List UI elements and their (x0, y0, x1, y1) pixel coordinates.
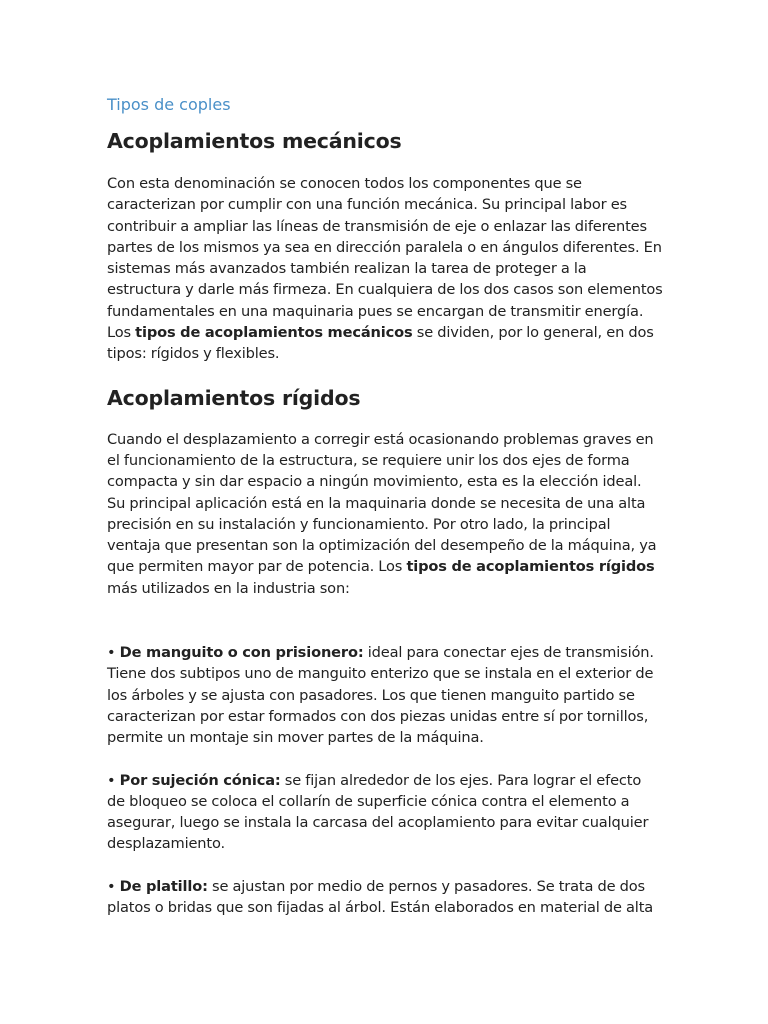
paragraph-text: se dividen, por lo general, en dos tipos: rígidos y flexibles. (107, 324, 654, 363)
heading-mechanical-couplings: Acoplamientos mecánicos (107, 129, 402, 153)
document-page (107, 94, 663, 918)
heading-rigid-couplings: Acoplamientos rígidos (107, 385, 361, 410)
paragraph-rigid-couplings (107, 429, 663, 599)
paragraph-text: Con esta denominación se conocen todos los componentes que se caracterizan por cumplir con una función mecánica. Su principal labor es contribuir a ampliar las líneas de transmisión de eje o enlazar las diferentes partes de los mismos ya sea en dirección paralela o en ángulos diferentes. En sistemas más avanzados también realizan la tarea de proteger a la estructura y darle más firmeza. En cualquiera de los dos casos son elementos fundamentales en una maquinaria pues se encargan de transmitir energía. Los (107, 175, 663, 342)
spacer (107, 855, 663, 876)
list-item (107, 642, 663, 748)
list-item (107, 876, 663, 919)
list-item (107, 770, 663, 855)
paragraph-text: más utilizados en la industria son: (107, 579, 350, 597)
bullet-marker: • (107, 771, 116, 789)
list-item-text: se fijan alrededor de los ejes. Para lograr el efecto de bloqueo se coloca el collarín de superficie cónica contra el elemento a asegurar, luego se instala la carcasa del acoplamiento para evitar cualquier desplazamiento. (107, 771, 649, 853)
paragraph-mechanical-couplings (107, 173, 663, 365)
paragraph-bold-term: tipos de acoplamientos rígidos (406, 558, 655, 576)
list-item-title: De manguito o con prisionero: (119, 644, 364, 662)
list-item-title: De platillo: (119, 877, 208, 895)
list-item-text: ideal para conectar ejes de transmisión. Tiene dos subtipos uno de manguito enterizo que se instala en el exterior de los árboles y se ajusta con pasadores. Los que tienen manguito partido se caracterizan por estar formados con dos piezas unidas entre sí por tornillos, permite un montaje sin mover partes de la máquina. (107, 644, 654, 747)
bullet-marker: • (107, 644, 116, 662)
bullet-marker: • (107, 877, 116, 895)
paragraph-bold-term: tipos de acoplamientos mecánicos (135, 324, 413, 342)
list-item-title: Por sujeción cónica: (119, 771, 281, 789)
list-item-text: se ajustan por medio de pernos y pasadores. Se trata de dos platos o bridas que son fijadas al árbol. Están elaborados en material de alta (107, 877, 654, 917)
section-label: Tipos de coples (107, 95, 231, 114)
spacer (107, 599, 663, 642)
spacer (107, 749, 663, 770)
paragraph-text: Cuando el desplazamiento a corregir está ocasionando problemas graves en el funcionamiento de la estructura, se requiere unir los dos ejes de forma compacta y sin dar espacio a ningún movimiento, esta es la elección ideal. Su principal aplicación está en la maquinaria donde se necesita de una alta precisión en su instalación y funcionamiento. Por otro lado, la principal ventaja que presentan son la optimización del desempeño de la máquina, ya que permiten mayor par de potencia. Los (107, 430, 657, 576)
